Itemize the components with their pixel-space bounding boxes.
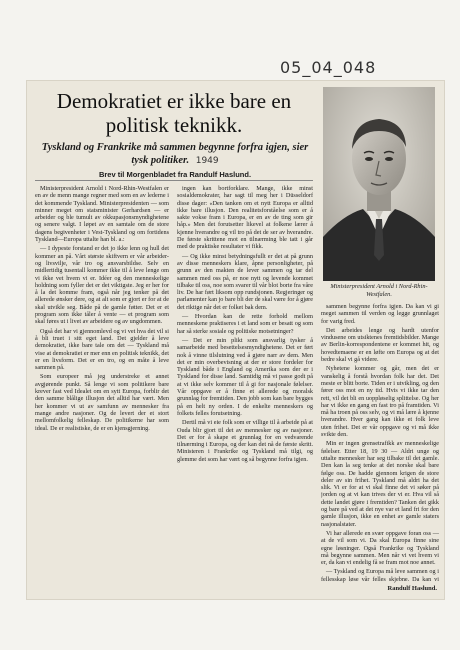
photo-caption: Ministerpresident Arnold i Nord-Rhin-Westfalen. [330, 283, 428, 298]
paragraph: — Tyskland og Europa må leve sammen og i fellesskap løse vår felles skjebne. Da kan vi [321, 568, 439, 583]
article-column-1 [35, 185, 169, 593]
paragraph: Også det har vi gjennomlevd og vi vet hva det vil si å bli truet i sitt eget land. Det gjelder å leve demokratiet, ikke bare tale om det — Tyskland må vise at demokratiet er mer enn en politisk teknikk, det er en livsform. Det er en tro, og en måte å leve sammen på. [35, 327, 169, 372]
paragraph: ingen kan bortforklare. Mange, ikke minst sosialdemokrater, har sagt til meg her i Düsseldorf disse dager: «Den tanken om et nytt Europa er alltid ikke bare illusjon. Den realitetsforståelse som er å sakte vokse fram i Europa, er en av de ting som gir håp.» Men det forutsetter likevel at folkene lærer å kjenne hverandre og vil tro på det de ser av hverandre. De første skrittene mot en tilnærming ble tatt i går med de praktiske resultater vi fikk. [177, 185, 313, 251]
header-rule [35, 180, 313, 181]
byline: Brev til Morgenbladet fra Randulf Haslund. [98, 170, 252, 179]
newspaper-clipping [27, 81, 444, 599]
article-column-3 [321, 303, 439, 583]
paragraph: Dertil må vi eie folk som er villige til å arbeide på at Ouda blir gjort til det av mennesker og av nasjoner. Det er for å skape et grunnlag for en vedvarende tilnærming i Europa, og der kan det nå de første skritt. Ministeren i Frankrike og Tyskland må tilgi, og glemme det som har vært og så begynne forfra igjen. [177, 419, 313, 463]
paragraph: Min er ingen grensetrafikk av menneskelige følelser. Etter 18, 19 30 — Aldri unge og uttalte mennesker har seg tilbake til det gamle. Den kan la seg tenke at det norske skal bare følge oss. De hadde gjennom krigen de store deler av sin frihet. Tyskland må aldri ha det slik. Vi er for at vi skal finne det vi søker på jorden og at vi kan trives der vi er. Hva vil så dette landet gjøre i fremtiden? Tanken det gikk og bare på ved at det nye var et land fri for den gamle illusjon, ikke en enhet av gamle staters nasjonalstater. [321, 440, 439, 528]
subtitle [37, 141, 313, 168]
portrait-photo [323, 87, 435, 281]
paragraph: Vi har allerede en svær oppgave foran oss — at de vil som vi. Da skal Europa finne sine egne løsninger. Også Frankrike og Tyskland må begynne sammen. Men når vi vet hvem vi er, da kan vi endelig få se fram mot noe annet. [321, 529, 439, 567]
paragraph: — Og ikke minst betydningsfullt er det at på grunn av disse menneskers klare, åpne personligheter, på grunn av den makten de lever sammen og tar del sammen med oss på, er noe nytt og levende kommet tilbake til oss, noe som svarer til vår blot borte fra våre liv. De har ført liksom opp rundsjonen. Regjeringer og parlamenter kan jo bare bli der de skal være for å gjøre det riktige når det er folket bak dem. [177, 252, 313, 311]
paragraph: sammen begynne forfra igjen. Da kan vi gi meget sammen til verden og legge grunnlaget for varig fred. [321, 303, 439, 325]
paragraph: — Det er min plikt som ansvarlig tysker å samarbeide med besettelsesmyndighetene. Det er ført nok å vinne tilslutning ved å gjøre narr av dem. Men det er min overbevisning at der er store fordeler for Tyskland både i England og Amerika som der er i Tyskland for disse land. Samtidig må vi passe godt på at vi ikke selv kommer til å gi for nasjonale følelser. Vår oppgave er å finne et allerede og moralsk grunnlag for fremtiden. Den jobb som kan bare bygges på en helt ny orden. I de enkelte menneskers og folkets felles forutsetning. [177, 336, 313, 417]
subtitle-text: Tyskland og Frankrike må sammen begynne forfra igjen, sier tysk politiker. [41, 142, 309, 166]
paragraph: Som europeer må jeg understreke et annet avgjørende punkt. Så lenge vi som politikere bare krever fast ved Idealet om en sytt Europa, forblir det den samme blålige illusjon det alltid har vært. Men her kommer vi ut av samfunn av mennesker fra mange andre nasjoner. Og de levert der et stort mellomfolkelig felleskap. De politikerne har som ideal. De er realistiske, de er en kjensgjerning. [35, 373, 169, 432]
signature: Randulf Haslund. [387, 585, 437, 592]
handwritten-year: 1949 [195, 156, 219, 166]
paragraph: Det arbeides lenge og hardt utenfor vindusene om utsiktenes fremtidsbilder. Mange av Berlin-korrespondentene er kommet hit, og hovedtemaene er en løfte om Europa og at det bedre skal vi gå videre. [321, 326, 439, 364]
paragraph: — Hvordan kan de rette forhold mellom menneskene praktiseres i et land som er besatt og som har så sterke sosiale og politiske motsetninger? [177, 313, 313, 335]
reference-number: 05_04_048 [280, 58, 377, 77]
paragraph: Ministerpresident Arnold i Nord-Rhin-Westfalen er en av de menn mange regner med som en av lederne i det kommende Tyskland. Ministerpresidenten — som minner meget om statsminister Gerhardsen — er arbeider og ble tumult av okkupasjonsmyndighetene og senere valgt. I løpet av en samtale om de store dagens begivenheter i Vest-Tyskland og om fortidens Tyskland—Europa uttalte han bl. a.: [35, 185, 169, 244]
portrait-image [323, 87, 435, 281]
paragraph: — I dypeste forstand er det jo ikke lenn og hull det kommer an på. Vårt største skiftvern er vår arbeider- og livsvilje, vår tro og ansvarsbildse. Selv en midlertidig tusentall kommer ikke til å leve lenge om vi ikke vet hvem vi er. Idéer og den menneskelige holdning som fyller det er det viktigste. Jeg er her for å la det komme fram, også når jeg tenker på det allerede ønsker dere, og at alt som er gjort er for at de skal utvikle seg. Både på de gamle føtter. Det er et program som ikke tåler å vente — et program som skal føres ut i livet av arbeidere og av ungdommen. [35, 245, 169, 326]
headline: Demokratiet er ikke bare en politisk teknikk. [56, 89, 292, 137]
article-column-2 [177, 185, 313, 589]
paragraph: Nyhetene kommer og går, men det er vanskelig å forstå hvordan folk har det. Det meste er blitt borte. Tiden er i utvikling, og den fører oss mot en ny tid. Hvis vi ikke tar den rett, vil det bli en uoppløselig splittelse. Og her har vi ikke en gang en fast tro på framtiden. Vi må ha troen på oss selv, og vi må lære å kjenne hverandre. Hver gang kan ikke et folk leve uten frihet. Det er vår oppgave og vi må ikke svikte den. [321, 365, 439, 439]
